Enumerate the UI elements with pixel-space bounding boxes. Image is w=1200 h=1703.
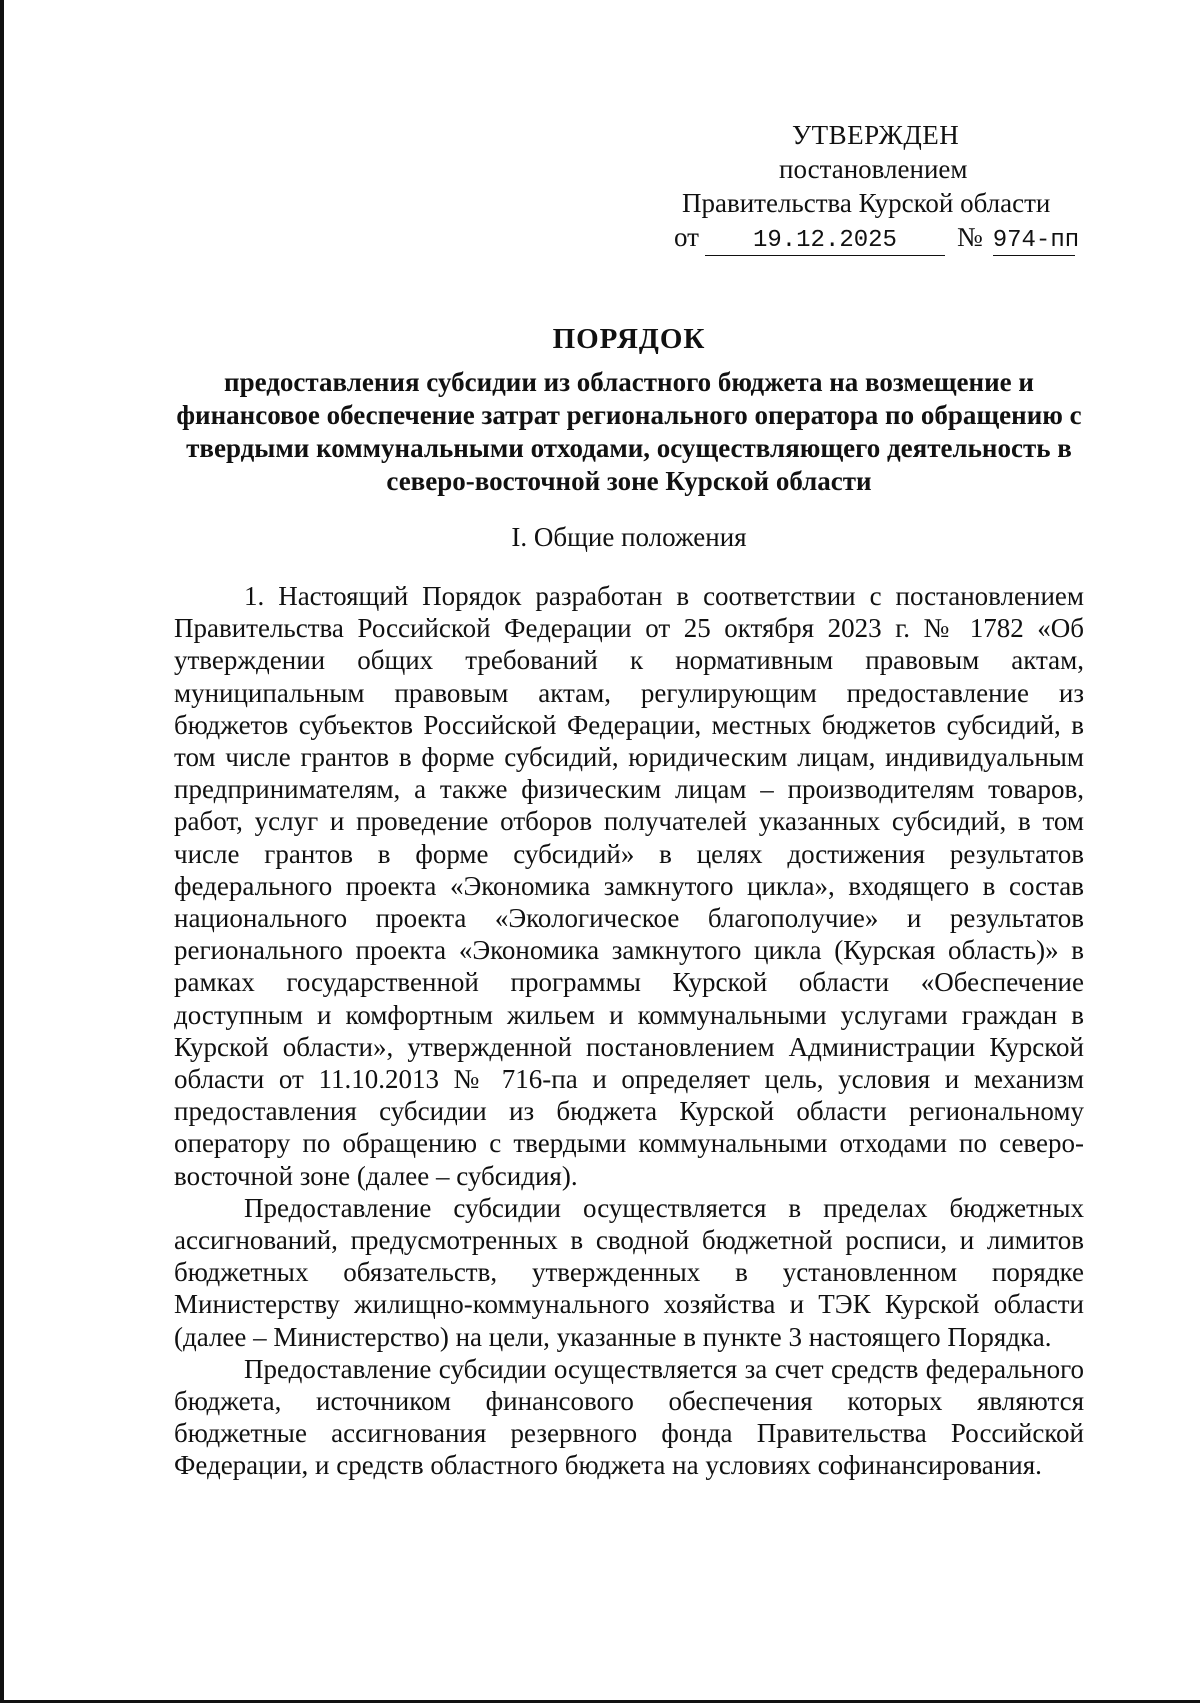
number-prefix: № [956,222,983,252]
title-main: ПОРЯДОК [552,323,706,355]
approval-by: постановлением [779,154,968,184]
paragraph-1: 1. Настоящий Порядок разработан в соответствии с постановлением Правительства Российской Федерации от 25 октября 2023 г. № 1782 «Об утверждении общих требований к нормативным правовым актам, муниципальным правовым актам, регулирующим предоставление из бюджетов субъектов Российской Федерации, местных бюджетов субсидий, в том числе грантов в форме субсидий, юридическим лицам, индивидуальным предпринимателям, а также физическим лицам – производителям товаров, работ, услуг и проведение отборов получателей указанных субсидий, в том числе грантов в форме субсидий» в целях достижения результатов федерального проекта «Экономика замкнутого цикла», входящего в состав национального проекта «Экологическое благополучие» и результатов регионального проекта «Экономика замкнутого цикла (Курская область)» в рамках государственной программы Курской области «Обеспечение доступным и комфортным жильем и коммунальными услугами граждан в Курской области», утвержденной постановлением Администрации Курской области от 11.10.2013 № 716-па и определяет цель, условия и механизм предоставления субсидии из бюджета Курской области региональному оператору по обращению с твердыми коммунальными отходами по северо-восточной зоне (далее – субсидия). [174,581,1084,1191]
document-title [174,320,1084,498]
approval-stamp [660,118,1140,256]
document-body [174,580,1084,1482]
date-prefix: от [674,222,699,252]
section-heading: I. Общие положения [511,522,747,552]
scan-left-edge [0,0,4,1703]
approval-authority: Правительства Курской области [682,188,1051,218]
approval-number: 974-пп [992,227,1080,254]
paragraph-3: Предоставление субсидии осуществляется за счет средств федерального бюджета, источником финансового обеспечения которых являются бюджетные ассигнования резервного фонда Правительства Российской Федерации, и средств областного бюджета на условиях софинансирования. [174,1353,1084,1481]
approval-title: УТВЕРЖДЕН [792,120,960,150]
title-subtitle: предоставления субсидии из областного бюджета на возмещение и финансовое обеспечение затрат регионального оператора по обращению с твердыми коммунальными отходами, осуществляющего деятельность в северо-восточной зоне Курской области [176,367,1082,496]
paragraph-2: Предоставление субсидии осуществляется в пределах бюджетных ассигнований, предусмотренных в сводной бюджетной росписи, и лимитов бюджетных обязательств, утвержденных в установленном порядке Министерству жилищно-коммунального хозяйства и ТЭК Курской области (далее – Министерство) на цели, указанные в пункте 3 настоящего Порядка. [174,1192,1084,1352]
approval-date: 19.12.2025 [705,227,945,256]
approval-date-line [660,220,1140,256]
